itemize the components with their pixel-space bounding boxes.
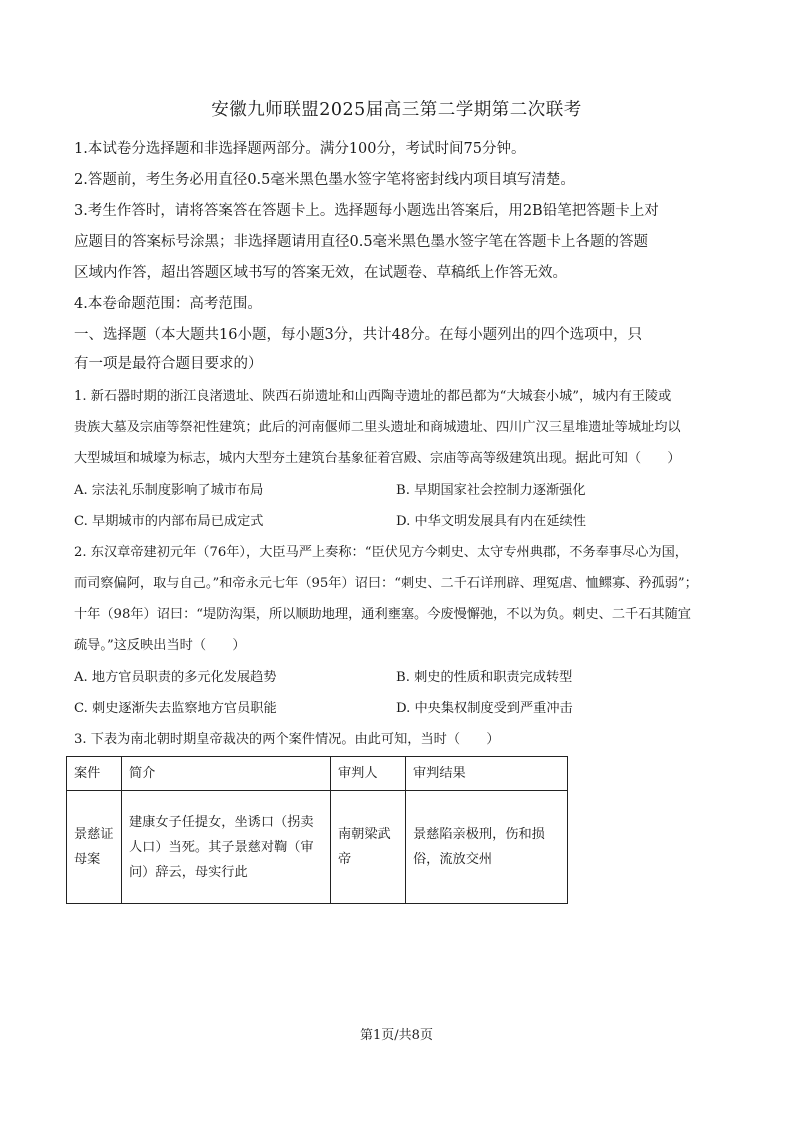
table-cell-verdict: 景慈陷亲极刑，伤和损俗，流放交州 — [406, 791, 568, 904]
question-2-stem: 2. 东汉章帝建初元年（76年），大臣马严上奏称：“臣伏见方今刺史、太守专州典郡，不务奉事尽心为国， — [74, 545, 688, 560]
question-1-stem-cont: 大型城垣和城壕为标志，城内大型夯土建筑台基象征着宫殿、宗庙等高等级建筑出现。据此可知（ ） — [74, 451, 681, 466]
section-heading: 一、选择题（本大题共16小题，每小题3分，共计48分。在每小题列出的四个选项中，只 — [74, 327, 643, 343]
instruction-3-cont: 区域内作答，超出答题区域书写的答案无效，在试题卷、草稿纸上作答无效。 — [74, 265, 567, 281]
page-footer: 第1页/共8页 — [360, 1028, 433, 1043]
table-header-cell: 简介 — [122, 757, 331, 791]
question-3-stem: 3. 下表为南北朝时期皇帝裁决的两个案件情况。由此可知，当时（ ） — [74, 732, 500, 747]
table-row — [67, 791, 568, 904]
question-2-option-b: B. 刺史的性质和职责完成转型 — [396, 670, 573, 685]
exam-title: 安徽九师联盟2025届高三第二学期第二次联考 — [211, 100, 582, 120]
instruction-3: 3.考生作答时，请将答案答在答题卡上。选择题每小题选出答案后，用2B铅笔把答题卡上对 — [74, 203, 659, 219]
instruction-1: 1.本试卷分选择题和非选择题两部分。满分100分，考试时间75分钟。 — [74, 141, 526, 157]
table-header-cell: 审判人 — [331, 757, 406, 791]
table-header-row — [67, 757, 568, 791]
question-2-stem-cont: 而司察偏阿，取与自己。”和帝永元七年（95年）诏曰：“刺史、二千石详刑辟、理冤虐、恤鳏寡、矜孤弱”； — [74, 576, 698, 591]
question-2-option-c: C. 刺史逐渐失去监察地方官员职能 — [74, 701, 277, 716]
case-table — [66, 756, 568, 904]
table-header-cell: 案件 — [67, 757, 122, 791]
question-1-stem: 1. 新石器时期的浙江良渚遗址、陕西石峁遗址和山西陶寺遗址的都邑都为“大城套小城”，城内有王陵或 — [74, 389, 672, 404]
question-2-stem-cont: 疏导。”这反映出当时（ ） — [74, 638, 246, 653]
question-1-option-b: B. 早期国家社会控制力逐渐强化 — [396, 483, 586, 498]
table-cell-judge: 南朝梁武帝 — [331, 791, 406, 904]
question-1-stem-cont: 贵族大墓及宗庙等祭祀性建筑；此后的河南偃师二里头遗址和商城遗址、四川广汉三星堆遗址等城址均以 — [74, 420, 681, 435]
question-2-option-a: A. 地方官员职责的多元化发展趋势 — [74, 670, 277, 685]
instruction-4: 4.本卷命题范围：高考范围。 — [74, 296, 262, 312]
instruction-3-cont: 应题目的答案标号涂黑；非选择题请用直径0.5毫米黑色墨水签字笔在答题卡上各题的答题 — [74, 234, 649, 250]
instruction-2: 2.答题前，考生务必用直径0.5毫米黑色墨水签字笔将密封线内项目填写清楚。 — [74, 172, 575, 188]
table-header-cell: 审判结果 — [406, 757, 568, 791]
question-2-option-d: D. 中央集权制度受到严重冲击 — [396, 701, 573, 716]
table-cell-summary: 建康女子任提女，坐诱口（拐卖人口）当死。其子景慈对鞫（审问）辞云，母实行此 — [122, 791, 331, 904]
question-1-option-d: D. 中华文明发展具有内在延续性 — [396, 514, 586, 529]
section-heading-cont: 有一项是最符合题目要求的） — [74, 356, 263, 372]
question-1-option-a: A. 宗法礼乐制度影响了城市布局 — [74, 483, 264, 498]
table-cell-case: 景慈证母案 — [67, 791, 122, 904]
question-2-stem-cont: 十年（98年）诏曰：“堤防沟渠，所以顺助地理，通利壅塞。今废慢懈弛，不以为负。刺史、二千石其随宜 — [74, 607, 691, 622]
question-1-option-c: C. 早期城市的内部布局已成定式 — [74, 514, 264, 529]
